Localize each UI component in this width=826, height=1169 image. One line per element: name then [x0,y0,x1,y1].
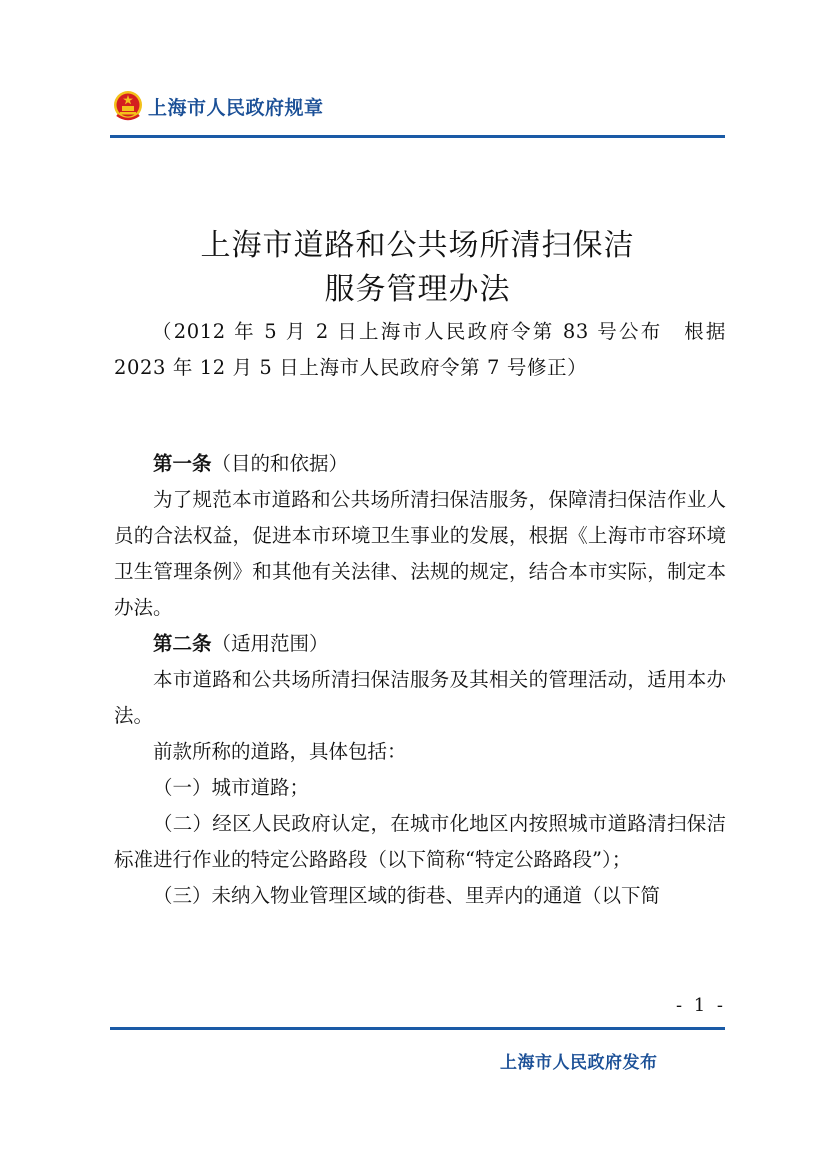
document-subtitle: （2012 年 5 月 2 日上海市人民政府令第 83 号公布 根据 2023 年 12 月 5 日上海市人民政府令第 7 号修正） [114,320,726,379]
page-number: - 1 - [675,995,726,1016]
article-paragraph: （三）未纳入物业管理区域的街巷、里弄内的通道（以下简 [153,884,661,907]
article-heading [114,626,726,662]
article-heading-note: （适用范围） [211,632,329,655]
publisher-label: 上海市人民政府发布 [500,1053,658,1073]
article-paragraph: 为了规范本市道路和公共场所清扫保洁服务，保障清扫保洁作业人员的合法权益，促进本市环境卫生事业的发展，根据《上海市市容环境卫生管理条例》和其他有关法律、法规的规定，结合本市实际，制定本办法。 [114,488,726,619]
article-paragraph: （二）经区人民政府认定，在城市化地区内按照城市道路清扫保洁标准进行作业的特定公路路段（以下简称“特定公路路段”）； [114,812,726,871]
national-emblem-icon [112,90,144,122]
article-paragraph: （一）城市道路； [153,776,310,799]
document-title-line-1: 上海市道路和公共场所清扫保洁 [200,228,635,263]
article-heading-note: （目的和依据） [211,452,349,475]
article-number: 第一条 [153,452,212,475]
document-header [112,88,324,124]
footer-divider [110,1027,725,1030]
document-body [114,446,726,914]
article-paragraph: 前款所称的道路，具体包括： [153,740,407,763]
header-divider [110,135,725,138]
document-title-line-2: 服务管理办法 [324,272,511,307]
article-heading [114,446,726,482]
article-number: 第二条 [153,632,212,655]
article-paragraph: 本市道路和公共场所清扫保洁服务及其相关的管理活动，适用本办法。 [114,668,726,727]
header-title: 上海市人民政府规章 [148,96,324,119]
